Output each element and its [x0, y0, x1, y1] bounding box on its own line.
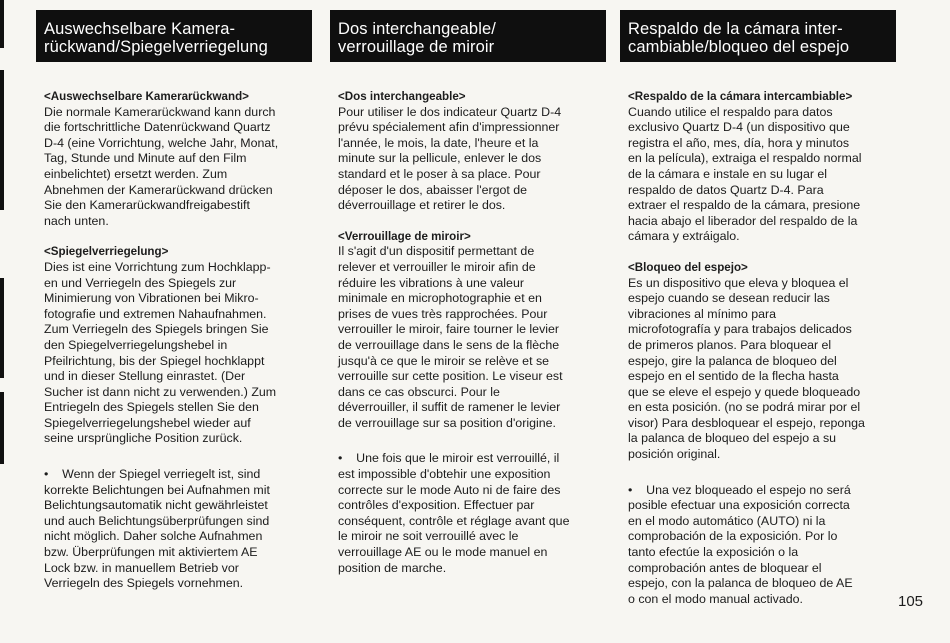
spanish-section-back-text: Cuando utilice el respaldo para datos exclusivo Quartz D-4 (un dispositivo que registra el año, mes, día, hora y minutos en la película), extraiga el respaldo normal de la cámara e instale en su lugar el respaldo de datos Quartz D-4. Para extraer el respaldo de la cámara, presione hacia abajo el liberador del respaldo de la cámara y extráigalo. [628, 104, 862, 244]
french-header [330, 10, 606, 62]
german-note-bullet: • [44, 467, 49, 482]
binding-edge-strip-lower [0, 278, 4, 378]
german-section-back [44, 89, 312, 229]
spanish-section-mirror-text: Es un dispositivo que eleva y bloquea el espejo cuando se desean reducir las vibraciones al mínimo para microfotografía y para trabajos delicados de primeros planos. Para bloquear el espejo, gire la palanca de bloqueo del espejo en el sentido de la flecha hasta que se eleve el espejo y quede bloqueado en esta posición. (no se podrá mirar por el visor) Para desbloquear el espejo, reponga la palanca de bloqueo del espejo a su posición original. [628, 275, 865, 462]
german-header [36, 10, 312, 62]
french-note-bullet: • [338, 451, 343, 466]
german-column [36, 10, 312, 630]
french-section-mirror-text: Il s'agit d'un dispositif permettant de relever et verrouiller le miroir afin de réduire les vibrations à une valeur minimale en microphotographie et en prises de vues très rapprochées. Pour verrouiller le miroir, faire tourner le levier de verrouillage dans le sens de la flèche jusqu'à ce que le miroir se relève et se verrouille sur cette position. Le viseur est dans ce cas obscurci. Pour le déverrouiller, il suffit de ramener le levier de verrouillage sur sa position d'origine. [338, 244, 563, 430]
spanish-header [620, 10, 896, 62]
german-section-mirror-title: <Spiegelverriegelung> [44, 245, 169, 259]
page-number: 105 [898, 593, 924, 610]
spanish-section-mirror [628, 260, 896, 463]
spanish-note-text: Una vez bloqueado el espejo no será posible efectuar una exposición correcta en el modo automático (AUTO) ni la comprobación de la exposición. Por lo tanto efectúe la exposición o la comprobación antes de bloquear el espejo, con la palanca de bloqueo de AE o con el modo manual activado. [628, 482, 853, 606]
binding-edge-strip-top [0, 0, 4, 48]
french-column [330, 10, 606, 630]
spanish-section-back [628, 89, 896, 245]
german-section-back-text: Die normale Kamerarückwand kann durch die fortschrittliche Datenrückwand Quartz D-4 (eine Vorrichtung, welche Jahr, Monat, Tag, Stunde und Minute auf den Film einbelichtet) ersetzt werden. Zum Abnehmen der Kamerarückwand drücken Sie den Kamerarückwandfreigabestift nach unten. [44, 104, 279, 228]
spanish-section-mirror-title: <Bloqueo del espejo> [628, 260, 748, 274]
french-section-back-text: Pour utiliser le dos indicateur Quartz D-4 prévu spécialement afin d'impressionner l'année, le mois, la date, l'heure et la minute sur la pellicule, enlever le dos standard et le poser à sa place. Pour déposer le dos, abaisser l'ergot de déverrouillage et retirer le dos. [338, 104, 562, 213]
german-note [44, 467, 312, 592]
german-body [36, 89, 312, 592]
french-note [338, 451, 606, 576]
german-section-mirror [44, 244, 312, 447]
german-note-text: Wenn der Spiegel verriegelt ist, sind korrekte Belichtungen bei Aufnahmen mit Belichtungsautomatik nicht gewährleistet und auch Belichtungsüberprüfungen sind nicht möglich. Daher solche Aufnahmen bzw. Überprüfungen mit aktiviertem AE Lock bzw. in manuellem Betrieb vor Verriegeln des Spiegels vornehmen. [44, 467, 270, 591]
spanish-note-bullet: • [628, 482, 633, 497]
french-note-text: Une fois que le miroir est verrouillé, il est impossible d'obtehir une exposition correcte sur le mode Auto ni de faire des contrôles d'exposition. Effectuer par conséquent, contrôle et réglage avant que le miroir ne soit verrouillé avec le verrouillage AE ou le mode manuel en position de marche. [338, 451, 570, 575]
french-section-back-title: <Dos interchangeable> [338, 90, 466, 103]
binding-edge-strip-bottom [0, 392, 4, 464]
french-body [330, 89, 606, 576]
french-header-title: Dos interchangeable/ verrouillage de miroir [338, 20, 496, 56]
binding-edge-strip-middle [0, 70, 4, 210]
french-section-mirror [338, 229, 606, 432]
german-header-title: Auswechselbare Kamera- rückwand/Spiegelverriegelung [44, 20, 268, 56]
spanish-note [628, 483, 896, 608]
french-section-mirror-title: <Verrouillage de miroir> [338, 229, 471, 243]
french-section-back [338, 89, 606, 214]
spanish-section-back-title: <Respaldo de la cámara intercambiable> [628, 90, 853, 103]
spanish-column [620, 10, 896, 630]
spanish-header-title: Respaldo de la cámara inter- cambiable/bloqueo del espejo [628, 20, 850, 56]
german-section-mirror-text: Dies ist eine Vorrichtung zum Hochklapp- en und Verriegeln des Spiegels zur Minimierung von Vibrationen bei Mikro- fotografie und extremen Nahaufnahmen. Zum Verriegeln des Spiegels bringen Sie den Spiegelverriegelungshebel in Pfeilrichtung, bis der Spiegel hochklappt und in dieser Stellung einrastet. (Der Sucher ist dann nicht zu verwenden.) Zum Entriegeln des Spiegels stellen Sie den Spiegelverriegelungshebel wieder auf seine ursprüngliche Position zurück. [44, 259, 277, 446]
spanish-body [620, 89, 896, 607]
german-section-back-title: <Auswechselbare Kamerarückwand> [44, 90, 249, 103]
